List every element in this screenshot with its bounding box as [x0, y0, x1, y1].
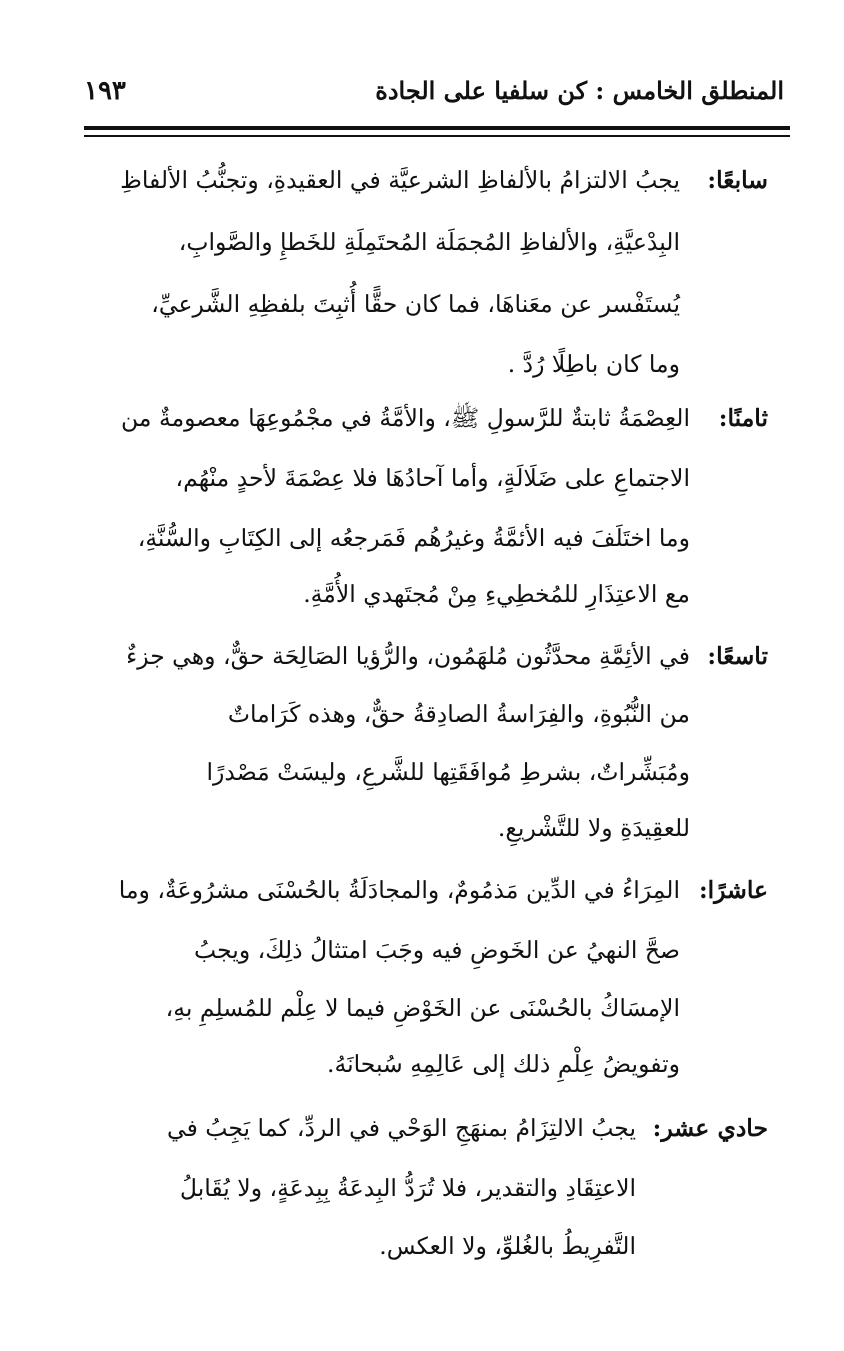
item-line: وما اختَلَفَ فيه الأئمَّةُ وغيرُهُم فَمَرجعُه إلى الكِتَابِ والسُّنَّةِ،: [137, 524, 690, 552]
item-line: الاعتِقَادِ والتقدير، فلا تُرَدُّ البِدعَةُ بِبِدعَةٍ، ولا يُقَابلُ: [179, 1174, 636, 1202]
header-rule-thick: [84, 126, 790, 130]
item-label: تاسعًا:: [707, 642, 768, 670]
item-line: الاجتماعِ على ضَلَالَةٍ، وأما آحادُهَا فلا عِصْمَةَ لأحدٍ منْهُم،: [175, 464, 690, 492]
header-rule-thin: [84, 135, 790, 137]
item-line: من النُّبُوةِ، والفِرَاسةُ الصادِقةُ حقٌّ، وهذه كَرَاماتٌ: [227, 700, 690, 728]
item-label: سابعًا:: [707, 166, 768, 194]
item-label: ثامنًا:: [718, 404, 768, 432]
page-number: ١٩٣: [84, 76, 126, 106]
item-label: عاشرًا:: [698, 876, 768, 904]
item-line: المِرَاءُ في الدِّين مَذمُومٌ، والمجادَلَةُ بالحُسْنَى مشرُوعَةٌ، وما: [118, 876, 680, 904]
running-title: المنطلق الخامس : كن سلفيا على الجادة: [375, 76, 784, 105]
item-line: الإمسَاكُ بالحُسْنَى عن الخَوْضِ فيما لا عِلْم للمُسلِمِ بهِ،: [165, 994, 680, 1022]
item-line: للعقِيدَةِ ولا للتَّشْريعِ.: [497, 814, 690, 842]
item-line: العِصْمَةُ ثابتةٌ للرَّسولِ ﷺ، والأمَّةُ في مجْمُوعِهَا معصومةٌ من: [121, 404, 690, 432]
item-line: يجبُ الالتِزَامُ بمنهَجِ الوَحْي في الردِّ، كما يَجِبُ في: [166, 1114, 636, 1142]
page-header: [84, 76, 784, 116]
item-line: في الأئِمَّةِ محدَّثُون مُلهَمُون، والرُّؤيا الصَالِحَة حقٌّ، وهي جزءٌ: [126, 642, 690, 670]
item-line: يجبُ الالتزامُ بالألفاظِ الشرعيَّة في العقيدةِ، وتجنُّبُ الألفاظِ: [120, 166, 680, 194]
item-line: ومُبَشِّراتٌ، بشرطِ مُوافَقَتِها للشَّرعِ، وليسَتْ مَصْدرًا: [206, 758, 690, 786]
item-line: البِدْعيَّةِ، والألفاظِ المُجمَلَة المُحتَمِلَةِ للخَطإِ والصَّوابِ،: [178, 228, 680, 256]
item-line: صحَّ النهيُ عن الخَوضِ فيه وجَبَ امتثالُ ذلِكَ، ويجبُ: [194, 936, 680, 964]
item-line: وما كان باطِلًا رُدَّ .: [507, 350, 680, 378]
item-line: وتفويضُ عِلْمِ ذلك إلى عَالِمِهِ سُبحانَهُ.: [327, 1050, 680, 1078]
item-label: حادي عشر:: [652, 1114, 768, 1142]
item-line: التَّفرِيطُ بالغُلوِّ، ولا العكس.: [379, 1232, 636, 1260]
item-line: مع الاعتِذَارِ للمُخطِيءِ مِنْ مُجتَهدي الأُمَّةِ.: [303, 580, 690, 608]
item-line: يُستَفْسر عن معَناهَا، فما كان حقًّا أُثبِتَ بلفظِهِ الشَّرعيِّ،: [151, 290, 680, 318]
